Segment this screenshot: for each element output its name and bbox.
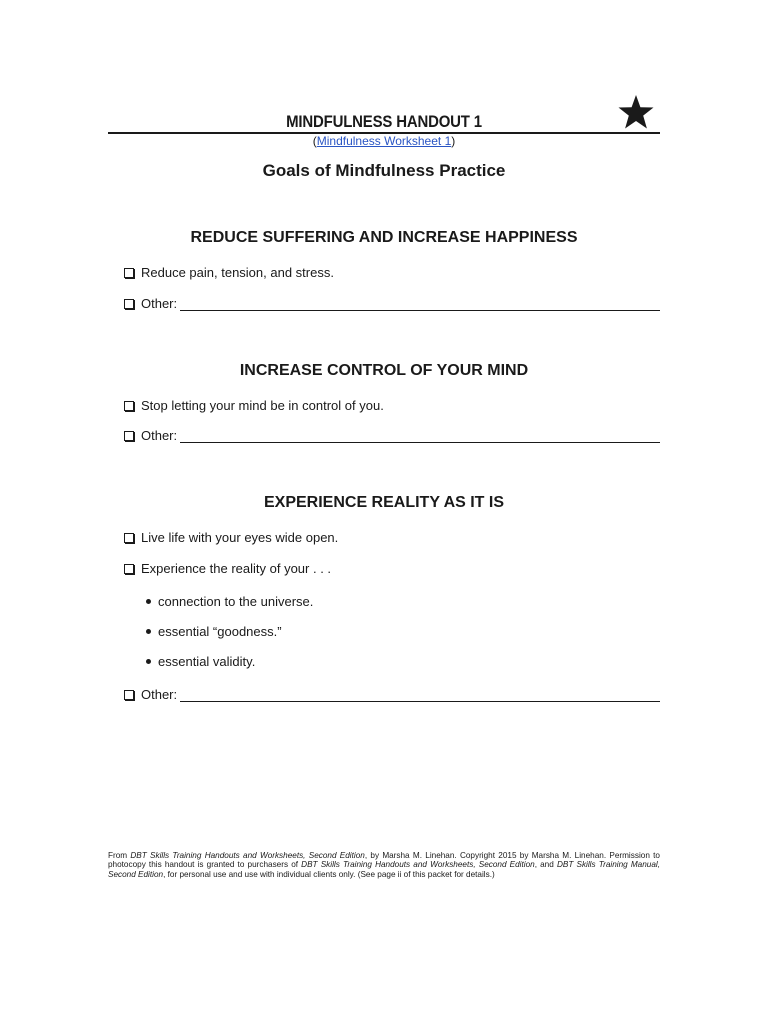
worksheet-reference — [108, 134, 660, 148]
worksheet-link[interactable]: Mindfulness Worksheet 1 — [316, 134, 452, 148]
footer-text: , for personal use and use with individual clients only. (See page ii of this packet for details.) — [163, 869, 495, 879]
handout-title: MINDFULNESS HANDOUT 1 — [286, 112, 482, 131]
other-write-in-line[interactable] — [180, 701, 660, 702]
worksheet-close-paren: ) — [451, 134, 456, 148]
other-write-in-line[interactable] — [180, 310, 660, 311]
checklist-item-label: Experience the reality of your . . . — [141, 561, 332, 576]
checklist-item[interactable] — [124, 398, 384, 413]
checklist-item-label: Other: — [141, 296, 178, 311]
checklist-item-label: Other: — [141, 687, 178, 702]
checkbox[interactable] — [124, 268, 134, 278]
checklist-item[interactable] — [124, 265, 334, 280]
checklist-item-label: Live life with your eyes wide open. — [141, 530, 339, 545]
footer-text: , by Marsha M. Linehan. Copyright 2015 by Marsha M. Linehan. Permission to photocopy this handout is granted to purchasers of — [108, 851, 660, 870]
section-heading-increase-control: INCREASE CONTROL OF YOUR MIND — [239, 362, 529, 379]
bullet-icon — [146, 599, 151, 604]
footer-book-title: DBT Skills Training Handouts and Worksheets, Second Edition — [301, 860, 535, 870]
checklist-item[interactable] — [124, 561, 331, 576]
page-title: Goals of Mindfulness Practice — [262, 161, 506, 180]
star-icon — [618, 95, 654, 129]
copyright-footer — [108, 851, 660, 879]
checklist-item-label: Other: — [141, 428, 178, 443]
bullet-item-label: essential “goodness.” — [158, 624, 282, 639]
other-write-in-line[interactable] — [180, 442, 660, 443]
checkbox[interactable] — [124, 690, 134, 700]
checkbox[interactable] — [124, 431, 134, 441]
footer-text: From — [108, 851, 131, 860]
checkbox[interactable] — [124, 299, 134, 309]
bullet-item — [146, 654, 255, 669]
checklist-item-label: Stop letting your mind be in control of you. — [141, 398, 384, 413]
checklist-item[interactable] — [124, 530, 338, 545]
footer-book-title: DBT Skills Training Handouts and Worksheets, Second Edition — [130, 851, 365, 860]
bullet-item — [146, 624, 282, 639]
bullet-icon — [146, 629, 151, 634]
checkbox[interactable] — [124, 533, 134, 543]
bullet-icon — [146, 659, 151, 664]
checklist-item-other[interactable] — [124, 296, 177, 311]
checklist-item-other[interactable] — [124, 687, 177, 702]
bullet-item-label: connection to the universe. — [158, 594, 314, 609]
checkbox[interactable] — [124, 564, 134, 574]
section-heading-reduce-suffering: REDUCE SUFFERING AND INCREASE HAPPINESS — [190, 229, 578, 246]
footer-book-title: DBT Skills Training Manual, Second Edition — [108, 860, 660, 879]
checklist-item-label: Reduce pain, tension, and stress. — [141, 265, 334, 280]
footer-text: , and — [534, 860, 557, 870]
checkbox[interactable] — [124, 401, 134, 411]
bullet-item-label: essential validity. — [158, 654, 256, 669]
section-heading-experience-reality: EXPERIENCE REALITY AS IT IS — [263, 494, 505, 511]
bullet-item — [146, 594, 313, 609]
worksheet-open-paren: ( — [312, 134, 317, 148]
checklist-item-other[interactable] — [124, 428, 177, 443]
